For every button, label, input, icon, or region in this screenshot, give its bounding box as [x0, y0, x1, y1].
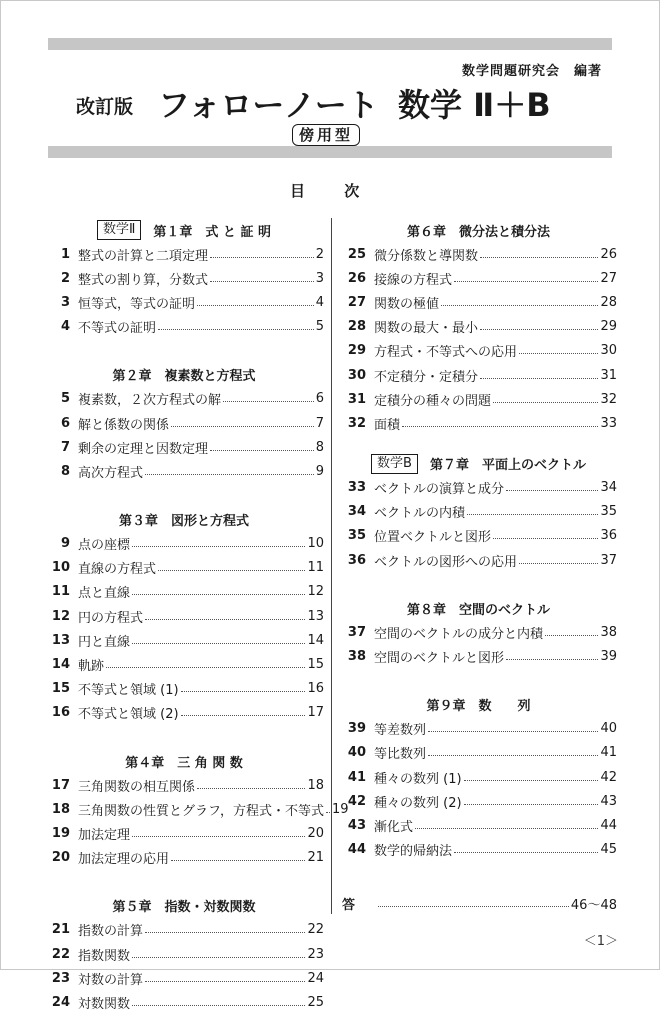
entry-title: 三角関数の相互関係 [78, 779, 196, 795]
toc-section [340, 693, 617, 862]
entry-title: 恒等式，等式の証明 [78, 296, 196, 312]
entry-page: 30 [600, 343, 617, 359]
toc-entry[interactable] [44, 532, 324, 556]
toc-entry[interactable] [44, 773, 324, 797]
entry-number: 1 [60, 246, 70, 262]
toc-section [340, 452, 617, 573]
entry-page: 7 [315, 415, 324, 431]
entry-title: 方程式・不等式への応用 [374, 345, 518, 361]
entry-title: 直線の方程式 [78, 562, 157, 578]
leader-dots [467, 514, 598, 515]
leader-dots [519, 353, 598, 354]
toc-section [340, 596, 617, 668]
section-gap [340, 669, 617, 693]
entry-page: 22 [307, 922, 324, 938]
leader-dots [428, 755, 598, 756]
leader-dots [181, 691, 306, 692]
entry-title: ベクトルの演算と成分 [374, 482, 505, 498]
leader-dots [197, 788, 305, 789]
leader-dots [132, 957, 305, 958]
leader-dots [145, 619, 305, 620]
entry-number: 27 [347, 294, 366, 310]
entry-number: 8 [60, 463, 70, 479]
entry-title: 種々の数列 (2) [374, 795, 462, 811]
toc-entry[interactable] [44, 411, 324, 435]
entry-number: 43 [347, 817, 366, 833]
leader-dots [506, 490, 598, 491]
toc-entry[interactable] [340, 476, 617, 500]
entry-title: 高次方程式 [78, 465, 144, 481]
entry-page: 14 [307, 632, 324, 648]
entry-page: 3 [315, 270, 324, 286]
entry-title: 漸化式 [374, 819, 414, 835]
entry-title: 複素数，２次方程式の解 [78, 393, 222, 409]
leader-dots [441, 305, 598, 306]
entry-page: 40 [600, 721, 617, 737]
toc-entry[interactable] [44, 652, 324, 676]
toc-entry[interactable] [44, 242, 324, 266]
leader-dots [132, 643, 305, 644]
chapter-heading [44, 508, 324, 532]
toc-section [44, 749, 349, 870]
toc-heading: 目 次 [290, 182, 360, 200]
entry-title: 整式の割り算，分数式 [78, 272, 209, 288]
entry-number: 15 [51, 681, 70, 697]
leader-dots [197, 305, 314, 306]
toc-entry[interactable] [44, 918, 324, 942]
top-rule-bar [48, 38, 612, 50]
section-gap [44, 484, 324, 508]
chapter-heading [44, 749, 324, 773]
entry-title: 不等式と領域 (1) [78, 683, 179, 699]
entry-number: 7 [60, 439, 70, 455]
leader-dots [454, 281, 598, 282]
entry-number: 4 [60, 319, 70, 335]
entry-page: 11 [307, 560, 324, 576]
leader-dots [158, 329, 314, 330]
chapter-title: 第３章 図形と方程式 [118, 514, 249, 529]
entry-page: 5 [315, 319, 324, 335]
entry-page: 17 [307, 705, 324, 721]
variant-badge: 傍用型 [292, 124, 360, 146]
leader-dots [145, 474, 314, 475]
entry-page: 38 [600, 624, 617, 640]
entry-title: 解と係数の関係 [78, 417, 170, 433]
entry-page: 31 [600, 367, 617, 383]
entry-number: 29 [347, 343, 366, 359]
leader-dots [210, 450, 314, 451]
leader-dots [158, 570, 305, 571]
chapter-title: 第６章 微分法と積分法 [406, 224, 550, 240]
entry-page: 27 [600, 270, 617, 286]
entry-page: 42 [600, 769, 617, 785]
entry-page: 36 [600, 528, 617, 544]
entry-number: 25 [347, 246, 366, 262]
entry-title: 等差数列 [374, 723, 427, 739]
toc-entry[interactable] [44, 387, 324, 411]
entry-number: 14 [51, 657, 70, 673]
answers-label: 答 [342, 897, 356, 913]
entry-page: 6 [315, 391, 324, 407]
answers-pages: 46～48 [570, 897, 617, 913]
toc-entry[interactable] [340, 315, 617, 339]
entry-title: 三角関数の性質とグラフ，方程式・不等式 [78, 803, 324, 819]
entry-title: 加法定理の応用 [78, 852, 170, 868]
entry-title: ベクトルの図形への応用 [374, 554, 518, 570]
leader-dots [223, 401, 314, 402]
entry-page: 4 [315, 294, 324, 310]
toc-entry[interactable] [340, 363, 617, 387]
leader-dots [145, 981, 305, 982]
section-gap [44, 725, 324, 749]
entry-number: 30 [347, 367, 366, 383]
entry-page: 23 [307, 946, 324, 962]
toc-entry[interactable] [340, 838, 617, 862]
entry-title: 不定積分・定積分 [374, 369, 479, 385]
book-subject: 数学 Ⅱ＋B [398, 86, 551, 124]
toc-entry[interactable] [340, 789, 617, 813]
leader-dots [464, 780, 599, 781]
entry-title: 不等式と領域 (2) [78, 707, 179, 723]
entry-title: 定積分の種々の問題 [374, 393, 492, 409]
toc-entry[interactable] [340, 644, 617, 668]
chapter-title: 第４章 三 角 関 数 [125, 755, 243, 771]
entry-title: 空間のベクトルと図形 [374, 651, 505, 667]
entry-title: 点の座標 [78, 538, 131, 554]
entry-title: 対数の計算 [78, 972, 144, 988]
authors: 数学問題研究会 編著 [461, 64, 602, 79]
entry-number: 32 [347, 415, 366, 431]
entry-number: 2 [60, 270, 70, 286]
entry-number: 42 [347, 793, 366, 809]
entry-number: 36 [347, 552, 366, 568]
chapter-title: 第７章 平面上のベクトル [429, 458, 586, 473]
entry-title: ベクトルの内積 [374, 506, 466, 522]
toc-entry[interactable] [44, 556, 324, 580]
entry-number: 13 [51, 632, 70, 648]
toc-entry[interactable] [340, 290, 617, 314]
right-column [340, 218, 617, 862]
entry-page: 43 [600, 793, 617, 809]
chapter-title: 第５章 指数・対数関数 [112, 900, 256, 916]
entry-number: 3 [60, 294, 70, 310]
leader-dots [545, 635, 598, 636]
section-gap [44, 339, 324, 363]
entry-title: 空間のベクトルの成分と内積 [374, 626, 544, 642]
leader-dots [480, 378, 598, 379]
entry-title: 接線の方程式 [374, 272, 453, 288]
leader-dots [106, 667, 305, 668]
entry-number: 5 [60, 391, 70, 407]
leader-dots [480, 257, 598, 258]
toc-entry[interactable] [44, 990, 324, 1014]
entry-number: 28 [347, 319, 366, 335]
toc-entry[interactable] [340, 266, 617, 290]
book-title: フォローノート [158, 86, 379, 124]
chapter-title: 第２章 複素数と方程式 [112, 369, 256, 385]
leader-dots [181, 715, 306, 716]
leader-dots [145, 932, 305, 933]
entry-page: 39 [600, 649, 617, 665]
leader-dots [519, 563, 598, 564]
entry-number: 35 [347, 528, 366, 544]
leader-dots [480, 329, 598, 330]
toc-entry[interactable] [340, 813, 617, 837]
leader-dots [171, 426, 314, 427]
entry-number: 37 [347, 624, 366, 640]
leader-dots [464, 804, 599, 805]
toc-entry[interactable] [340, 717, 617, 741]
entry-title: 指数の計算 [78, 924, 144, 940]
entry-page: 15 [307, 657, 324, 673]
entry-title: 円の方程式 [78, 610, 144, 626]
entry-title: 円と直線 [78, 634, 131, 650]
leader-dots [493, 538, 598, 539]
toc-entry[interactable] [340, 500, 617, 524]
entry-title: 等比数列 [374, 747, 427, 763]
chapter-heading [340, 218, 617, 242]
leader-dots [132, 1005, 305, 1006]
entry-page: 37 [600, 552, 617, 568]
chapter-heading [340, 596, 617, 620]
chapter-title: 第１章 式 と 証 明 [153, 224, 271, 240]
entry-page: 45 [600, 842, 617, 858]
chapter-heading [44, 218, 324, 242]
leader-dots [326, 812, 330, 813]
toc-entry[interactable] [44, 459, 324, 483]
entry-page: 24 [307, 970, 324, 986]
chapter-heading [340, 452, 617, 476]
chapter-heading [44, 894, 324, 918]
entry-number: 12 [51, 608, 70, 624]
entry-number: 40 [347, 745, 366, 761]
toc-entry[interactable] [44, 290, 324, 314]
toc-entry[interactable] [44, 701, 324, 725]
entry-page: 13 [307, 608, 324, 624]
toc-entry[interactable] [44, 435, 324, 459]
entry-page: 34 [600, 480, 617, 496]
subject-tag: 数学Ⅱ [97, 220, 141, 240]
toc-entry[interactable] [44, 580, 324, 604]
entry-page: 12 [307, 584, 324, 600]
entry-page: 32 [600, 391, 617, 407]
entry-number: 33 [347, 480, 366, 496]
entry-number: 9 [60, 536, 70, 552]
entry-title: 面積 [374, 417, 401, 433]
entry-page: 8 [315, 439, 324, 455]
leader-dots [210, 281, 314, 282]
toc-entry[interactable] [44, 315, 324, 339]
leader-dots [132, 546, 305, 547]
toc-entry[interactable] [340, 765, 617, 789]
entry-number: 16 [51, 705, 70, 721]
left-column [44, 218, 349, 1015]
toc-section [44, 363, 324, 484]
entry-page: 29 [600, 319, 617, 335]
entry-number: 19 [51, 825, 70, 841]
page-number: ＜1＞ [583, 934, 618, 949]
entry-title: 軌跡 [78, 659, 105, 675]
toc-entry[interactable] [340, 741, 617, 765]
toc-entry[interactable] [340, 620, 617, 644]
toc-entry[interactable] [44, 604, 324, 628]
entry-page: 20 [307, 825, 324, 841]
leader-dots [132, 836, 305, 837]
chapter-heading [44, 363, 324, 387]
toc-entry[interactable] [44, 266, 324, 290]
entry-number: 20 [51, 850, 70, 866]
entry-number: 11 [51, 584, 70, 600]
chapter-title: 第９章 数 列 [426, 699, 531, 715]
toc-section [44, 508, 324, 726]
entry-title: 指数関数 [78, 948, 131, 964]
entry-page: 16 [307, 681, 324, 697]
entry-page: 26 [600, 246, 617, 262]
entry-title: 微分係数と導関数 [374, 248, 479, 264]
toc-entry[interactable] [44, 821, 324, 845]
entry-title: 数学的帰納法 [374, 844, 453, 860]
subject-tag: 数学B [371, 454, 418, 474]
toc-entry[interactable] [340, 411, 617, 435]
entry-number: 23 [51, 970, 70, 986]
entry-number: 10 [51, 560, 70, 576]
toc-entry[interactable] [340, 387, 617, 411]
toc-section [44, 894, 324, 1015]
entry-page: 41 [600, 745, 617, 761]
toc-entry[interactable] [44, 942, 324, 966]
toc-entry[interactable] [44, 797, 349, 821]
entry-number: 39 [347, 721, 366, 737]
bottom-rule-bar [48, 146, 612, 158]
entry-number: 17 [51, 777, 70, 793]
entry-title: 関数の極値 [374, 296, 440, 312]
toc-entry[interactable] [44, 677, 324, 701]
section-gap [44, 870, 324, 894]
entry-title: 剰余の定理と因数定理 [78, 441, 209, 457]
entry-title: 対数関数 [78, 996, 131, 1012]
entry-title: 関数の最大・最小 [374, 321, 479, 337]
entry-number: 31 [347, 391, 366, 407]
entry-page: 10 [307, 536, 324, 552]
entry-title: 整式の計算と二項定理 [78, 248, 209, 264]
entry-number: 6 [60, 415, 70, 431]
toc-entry[interactable] [340, 524, 617, 548]
entry-number: 18 [51, 801, 70, 817]
entry-page: 9 [315, 463, 324, 479]
toc-section [340, 218, 617, 436]
leader-dots [378, 906, 569, 907]
section-gap [340, 572, 617, 596]
toc-entry[interactable] [340, 339, 617, 363]
leader-dots [415, 828, 598, 829]
entry-number: 26 [347, 270, 366, 286]
leader-dots [493, 402, 598, 403]
toc-entry[interactable] [340, 548, 617, 572]
entry-number: 44 [347, 842, 366, 858]
entry-page: 21 [307, 850, 324, 866]
entry-page: 18 [307, 777, 324, 793]
entry-number: 41 [347, 769, 366, 785]
chapter-title: 第８章 空間のベクトル [406, 602, 550, 618]
edition-label: 改訂版 [76, 96, 134, 118]
answers-row[interactable] [340, 891, 617, 915]
entry-number: 21 [51, 922, 70, 938]
section-gap [340, 436, 617, 452]
toc-section [44, 218, 324, 339]
toc-entry[interactable] [340, 242, 617, 266]
leader-dots [506, 659, 598, 660]
entry-title: 加法定理 [78, 827, 131, 843]
leader-dots [132, 594, 305, 595]
entry-number: 24 [51, 994, 70, 1010]
entry-page: 44 [600, 817, 617, 833]
entry-page: 28 [600, 294, 617, 310]
entry-title: 点と直線 [78, 586, 131, 602]
entry-number: 38 [347, 649, 366, 665]
entry-page: 2 [315, 246, 324, 262]
leader-dots [454, 852, 598, 853]
leader-dots [402, 426, 598, 427]
entry-number: 22 [51, 946, 70, 962]
chapter-heading [340, 693, 617, 717]
leader-dots [171, 860, 305, 861]
entry-page: 25 [307, 994, 324, 1010]
leader-dots [428, 731, 598, 732]
toc-entry[interactable] [44, 628, 324, 652]
entry-title: 種々の数列 (1) [374, 771, 462, 787]
entry-page: 33 [600, 415, 617, 431]
leader-dots [210, 257, 314, 258]
entry-page: 19 [331, 801, 349, 817]
toc-entry[interactable] [44, 846, 324, 870]
entry-title: 位置ベクトルと図形 [374, 530, 492, 546]
entry-number: 34 [347, 504, 366, 520]
entry-title: 不等式の証明 [78, 321, 157, 337]
entry-page: 35 [600, 504, 617, 520]
